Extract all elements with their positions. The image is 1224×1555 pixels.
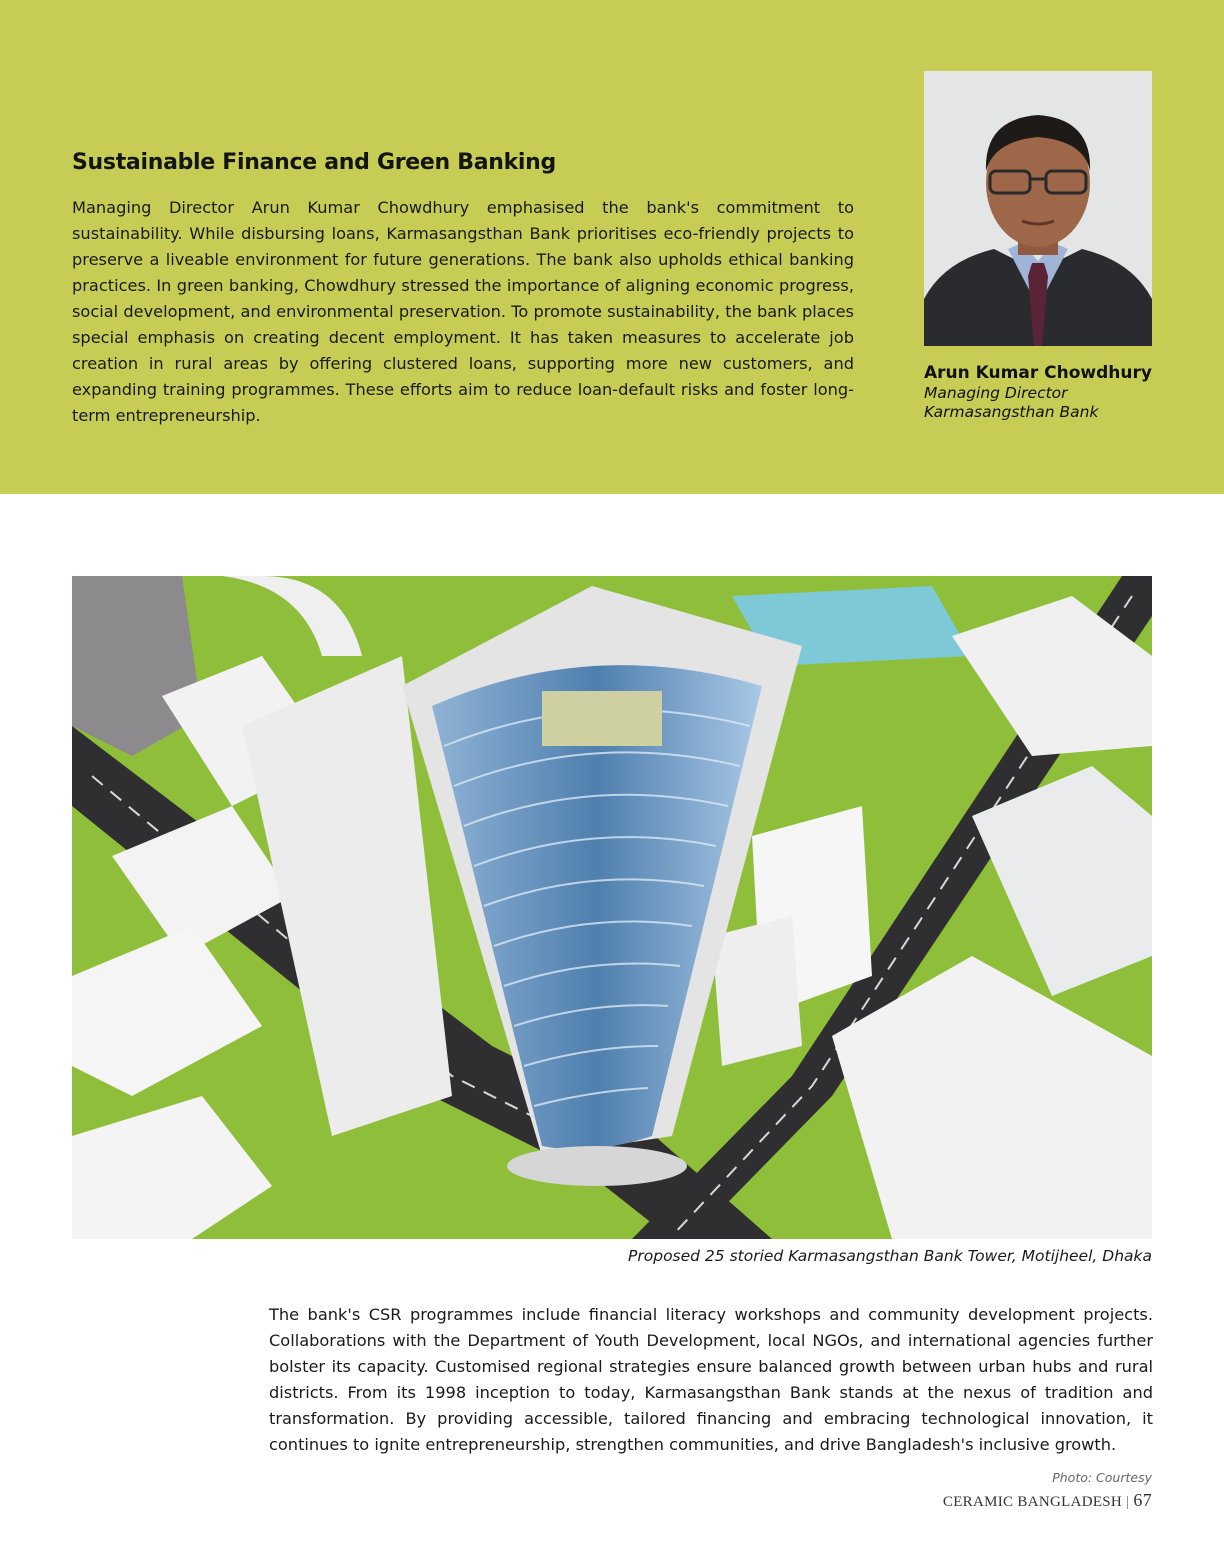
intro-paragraph: Managing Director Arun Kumar Chowdhury emphasised the bank's commitment to sustainability. While disbursing loans, Karmasangsthan Bank prioritises eco-friendly projects to preserve a liveable environment for future generations. The bank also upholds ethical banking practices. In green banking, Chowdhury stressed the importance of aligning economic progress, social development, and environmental preservation. To promote sustainability, the bank places special emphasis on creating decent employment. It has taken measures to accelerate job creation in rural areas by offering clustered loans, supporting more new customers, and expanding training programmes. These efforts aim to reduce loan-default risks and foster long-term entrepreneurship. (72, 198, 854, 425)
profile-role: Managing Director (924, 384, 1068, 402)
footer-separator: | (1126, 1494, 1130, 1510)
profile-name: Arun Kumar Chowdhury (924, 363, 1152, 383)
portrait-photo (924, 71, 1152, 346)
tower-rendering-image (72, 576, 1152, 1239)
section-title: Sustainable Finance and Green Banking (72, 150, 556, 175)
publication-name: CERAMIC BANGLADESH (942, 1494, 1123, 1510)
profile-organization: Karmasangsthan Bank (924, 403, 1099, 421)
image-caption: Proposed 25 storied Karmasangsthan Bank Tower, Motijheel, Dhaka (628, 1247, 1152, 1265)
page-number: 67 (1133, 1490, 1152, 1510)
page-footer (943, 1490, 1152, 1511)
closing-paragraph: The bank's CSR programmes include financial literacy workshops and community development projects. Collaborations with the Department of Youth Development, local NGOs, and international agencies further bolster its capacity. Customised regional strategies ensure balanced growth between urban hubs and rural districts. From its 1998 inception to today, Karmasangsthan Bank stands at the nexus of tradition and transformation. By providing accessible, tailored financing and embracing technological innovation, it continues to ignite entrepreneurship, strengthen communities, and drive Bangladesh's inclusive growth. (269, 1305, 1153, 1454)
photo-credit: Photo: Courtesy (1052, 1470, 1152, 1485)
